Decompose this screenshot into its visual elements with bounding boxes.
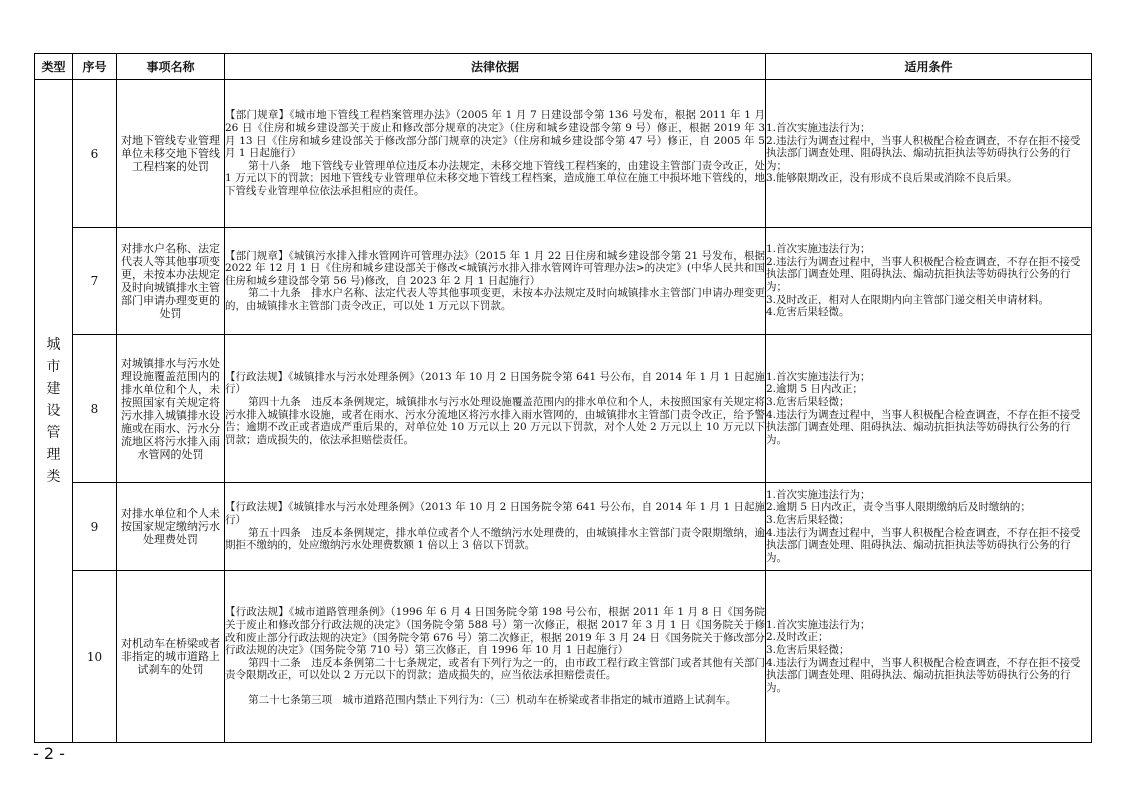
item-name: 对排水单位和个人未按国家规定缴纳污水处理费处罚	[117, 483, 225, 571]
legal-basis	[225, 335, 766, 483]
condition-item: 2.及时改正；	[766, 631, 829, 644]
condition-item: 1.首次实施违法行为；	[766, 488, 871, 501]
table-row	[35, 335, 1092, 483]
table-row	[35, 483, 1092, 571]
item-name: 对城镇排水与污水处理设施覆盖范围内的排水单位和个人，未按照国家有关规定将污水排入城镇排水设施或在雨水、污水分流地区将污水排入雨水管网的处罚	[117, 335, 225, 483]
conditions	[766, 483, 1092, 571]
condition-item: 1.首次实施违法行为；	[766, 122, 871, 135]
table-header-row	[35, 54, 1092, 80]
basis-source: 【行政法规】《城镇排水与污水处理条例》（2013 年 10 月 2 日国务院令第 641 号公布，自 2014 年 1 月 1 日起施行）	[225, 501, 765, 526]
condition-item: 1.首次实施违法行为；	[766, 618, 871, 631]
table-row	[35, 571, 1092, 743]
basis-article: 第四十九条 违反本条例规定，城镇排水与污水处理设施覆盖范围内的排水单位和个人，未按照国家有关规定将污水排入城镇排水设施，或者在雨水、污水分流地区将污水排入雨水管网的，由城镇排水主管部门责令改正，给予警告；逾期不改正或者造成严重后果的，对单位处 10 万元以上 20 万元以下罚款，对个人处 2 万元以上 10 万元以下罚款；造成损失的，依法承担赔偿责任。	[225, 395, 765, 446]
condition-item: 1.首次实施违法行为；	[766, 370, 871, 383]
item-name: 对排水户名称、法定代表人等其他事项变更，未按本办法规定及时向城镇排水主管部门申请办理变更的处罚	[117, 228, 225, 335]
condition-item: 4.违法行为调查过程中，当事人积极配合检查调查，不存在拒不接受执法部门调查处理、阻碍执法、煽动抗拒执法等妨碍执行公务的行为。	[766, 526, 1081, 564]
condition-item: 2.违法行为调查过程中，当事人积极配合检查调查，不存在拒不接受执法部门调查处理、阻碍执法、煽动抗拒执法等妨碍执行公务的行为；	[766, 134, 1081, 172]
basis-article: 第二十九条 排水户名称、法定代表人等其他事项变更，未按本办法规定及时向城镇排水主管部门申请办理变更的，由城镇排水主管部门责令改正，可以处 1 万元以下罚款。	[225, 287, 765, 312]
table-row	[35, 80, 1092, 228]
condition-item: 4.违法行为调查过程中，当事人积极配合检查调查，不存在拒不接受执法部门调查处理、阻碍执法、煽动抗拒执法等妨碍执行公务的行为。	[766, 408, 1081, 446]
header-name: 事项名称	[117, 54, 225, 80]
basis-source: 【部门规章】《城市地下管线工程档案管理办法》（2005 年 1 月 7 日建设部令第 136 号发布，根据 2011 年 1 月 26 日《住房和城乡建设部关于废止和修改部分规章的决定》（住房和城乡建设部令第 9 号）修正，根据 2019 年 3 月 13 日《住房和城乡建设部关于修改部分部门规章的决定》（住房和城乡建设部令第 47 号）修正，自 2005 年 5 月 1 日起施行）	[225, 109, 765, 160]
conditions	[766, 335, 1092, 483]
basis-source: 【行政法规】《城市道路管理条例》（1996 年 6 月 4 日国务院令第 198 号公布，根据 2011 年 1 月 8 日《国务院关于废止和修改部分行政法规的决定》（国务院令第 588 号）第一次修正，根据 2017 年 3 月 1 日《国务院关于修改和废止部分行政法规的决定》（国务院令第 676 号）第二次修正，根据 2019 年 3 月 24 日《国务院关于修改部分行政法规的决定》（国务院令第 710 号）第三次修正，自 1996 年 10 月 1 日起施行）	[225, 606, 765, 657]
condition-item: 4.危害后果轻微。	[766, 306, 850, 319]
condition-item: 3.及时改正，相对人在限期内向主管部门递交相关申请材料。	[766, 293, 1050, 306]
legal-basis	[225, 571, 766, 743]
condition-item: 2.违法行为调查过程中，当事人积极配合检查调查，不存在拒不接受执法部门调查处理、阻碍执法、煽动抗拒执法等妨碍执行公务的行为；	[766, 255, 1081, 293]
penalty-table	[34, 53, 1092, 743]
header-conditions: 适用条件	[766, 54, 1092, 80]
basis-article: 第四十二条 违反本条例第二十七条规定，或者有下列行为之一的，由市政工程行政主管部门或者其他有关部门责令限期改正，可以处以 2 万元以下的罚款；造成损失的，应当依法承担赔偿责任。	[225, 656, 765, 682]
item-name: 对机动车在桥梁或者非指定的城市道路上试刹车的处罚	[117, 571, 225, 743]
row-index: 8	[73, 335, 117, 483]
legal-basis	[225, 483, 766, 571]
row-index: 7	[73, 228, 117, 335]
header-type: 类型	[35, 54, 73, 80]
condition-item: 3.危害后果轻微；	[766, 513, 850, 526]
header-basis: 法律依据	[225, 54, 766, 80]
condition-item: 2.逾期 5 日内改正；	[766, 383, 863, 396]
row-index: 9	[73, 483, 117, 571]
legal-basis	[225, 80, 766, 228]
row-index: 6	[73, 80, 117, 228]
legal-basis	[225, 228, 766, 335]
category-cell	[35, 80, 73, 743]
condition-item: 2.逾期 5 日内改正，责令当事人限期缴纳后及时缴纳的；	[766, 501, 1031, 514]
basis-source: 【行政法规】《城镇排水与污水处理条例》（2013 年 10 月 2 日国务院令第 641 号公布，自 2014 年 1 月 1 日起施行）	[225, 370, 765, 396]
condition-item: 1.首次实施违法行为；	[766, 243, 871, 256]
category-label: 城市建设管理类	[46, 337, 61, 485]
basis-article: 第二十七条第三项 城市道路范围内禁止下列行为：（三）机动车在桥梁或者非指定的城市道路上试刹车。	[248, 693, 737, 706]
conditions	[766, 80, 1092, 228]
header-index: 序号	[73, 54, 117, 80]
basis-article: 第十八条 地下管线专业管理单位违反本办法规定，未移交地下管线工程档案的，由建设主管部门责令改正，处 1 万元以下的罚款；因地下管线专业管理单位未移交地下管线工程档案，造成施工单位在施工中损坏地下管线的，地下管线专业管理单位依法承担相应的责任。	[225, 159, 765, 197]
condition-item: 3.危害后果轻微；	[766, 643, 850, 656]
basis-article: 第五十四条 违反本条例规定，排水单位或者个人不缴纳污水处理费的，由城镇排水主管部门责令限期缴纳，逾期拒不缴纳的，处应缴纳污水处理费数额 1 倍以上 3 倍以下罚款。	[225, 526, 765, 552]
basis-source: 【部门规章】《城镇污水排入排水管网许可管理办法》（2015 年 1 月 22 日住房和城乡建设部令第 21 号发布，根据 2022 年 12 月 1 日《住房和城乡建设部关于修改<城镇污水排入排水管网许可管理办法>的决定》(中华人民共和国住房和城乡建设部令第 56 号)修改，自 2023 年 2 月 1 日起施行）	[225, 249, 765, 287]
conditions	[766, 571, 1092, 743]
row-index: 10	[73, 571, 117, 743]
item-name: 对地下管线专业管理单位未移交地下管线工程档案的处罚	[117, 80, 225, 228]
condition-item: 3.能够限期改正，没有形成不良后果或消除不良后果。	[766, 172, 1018, 185]
page-number: - 2 -	[33, 744, 65, 763]
condition-item: 4.违法行为调查过程中，当事人积极配合检查调查，不存在拒不接受执法部门调查处理、阻碍执法、煽动抗拒执法等妨碍执行公务的行为。	[766, 656, 1081, 694]
condition-item: 3.危害后果轻微；	[766, 395, 850, 408]
conditions	[766, 228, 1092, 335]
table-row	[35, 228, 1092, 335]
